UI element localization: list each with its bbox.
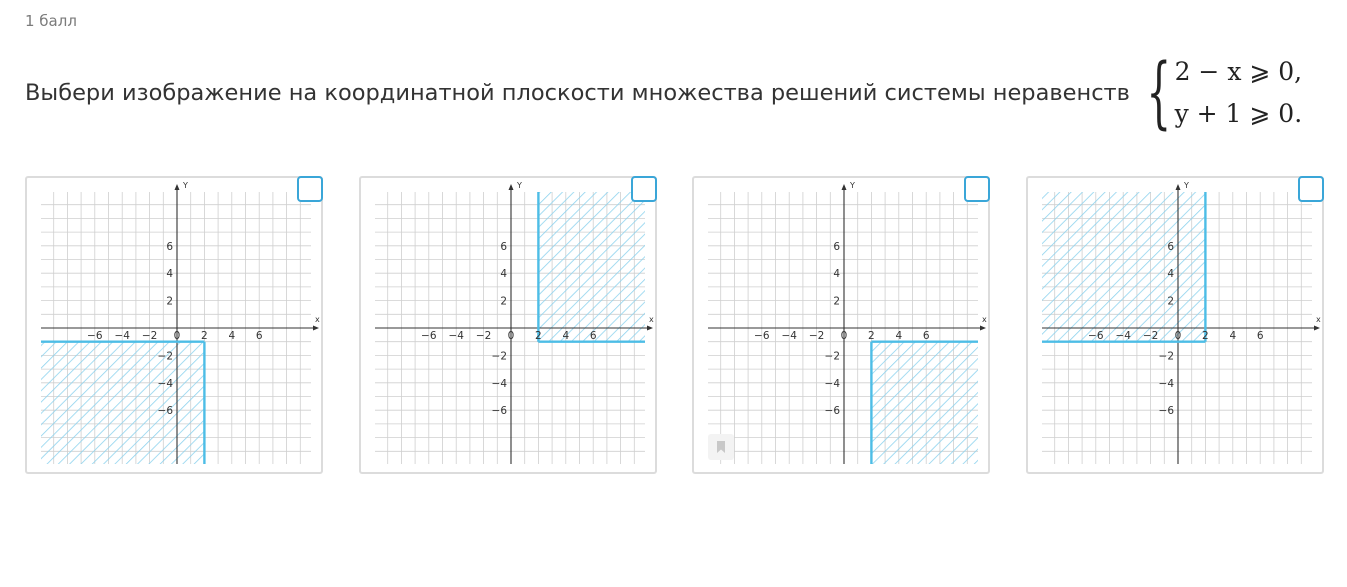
coordinate-plane — [361, 178, 655, 472]
x-tick-label: −2 — [141, 330, 158, 342]
y-axis-arrow-icon — [175, 184, 180, 190]
x-axis-label: x — [1316, 315, 1321, 324]
x-tick-label: −4 — [781, 330, 797, 342]
y-axis-arrow-icon — [842, 184, 847, 190]
x-tick-label: −2 — [808, 330, 825, 342]
y-tick-label: 4 — [500, 268, 507, 281]
x-tick-label: 2 — [868, 330, 875, 342]
y-tick-label: −4 — [824, 377, 840, 390]
solution-region — [538, 192, 645, 342]
bookmark-icon — [715, 440, 727, 454]
solution-region — [871, 342, 978, 464]
y-tick-label: 2 — [1167, 295, 1174, 308]
x-tick-label: 0 — [840, 330, 848, 342]
x-tick-label: 6 — [589, 330, 597, 342]
coordinate-plane — [694, 178, 988, 472]
checkbox-option-4[interactable] — [1298, 176, 1324, 202]
x-axis-label: x — [982, 315, 987, 324]
y-axis-label: Y — [517, 181, 522, 190]
solution-region — [1042, 192, 1205, 342]
x-tick-label: 2 — [535, 330, 542, 342]
y-tick-label: 4 — [166, 268, 173, 281]
checkbox-option-1[interactable] — [297, 176, 323, 202]
x-tick-label: 4 — [228, 330, 236, 342]
x-tick-label: −4 — [448, 330, 464, 342]
x-tick-label: 4 — [562, 330, 570, 342]
checkbox-option-2[interactable] — [631, 176, 657, 202]
y-tick-label: 6 — [500, 240, 507, 253]
y-tick-label: 6 — [166, 240, 173, 253]
y-tick-label: −2 — [824, 350, 840, 363]
answer-option-3[interactable] — [692, 176, 990, 474]
x-axis-arrow-icon — [980, 326, 986, 331]
y-tick-label: 2 — [833, 295, 840, 308]
x-tick-label: −6 — [421, 330, 437, 342]
y-tick-label: 4 — [1167, 268, 1174, 281]
x-tick-label: −4 — [1115, 330, 1131, 342]
y-tick-label: −2 — [1158, 350, 1174, 363]
answer-option-1[interactable] — [25, 176, 323, 474]
y-tick-label: 6 — [833, 240, 840, 253]
brace-icon: { — [1146, 48, 1172, 138]
x-axis-arrow-icon — [647, 326, 653, 331]
y-tick-label: −6 — [824, 405, 840, 418]
x-tick-label: −6 — [87, 330, 103, 342]
y-tick-label: 2 — [166, 295, 173, 308]
y-tick-label: −2 — [157, 350, 173, 363]
y-tick-label: 2 — [500, 295, 507, 308]
x-axis-label: x — [315, 315, 320, 324]
inequality-system — [1140, 48, 1303, 138]
question-text: Выбери изображение на координатной плоскости множества решений системы неравенств — [25, 80, 1130, 106]
points-label: 1 балл — [25, 12, 77, 30]
x-axis-arrow-icon — [1314, 326, 1320, 331]
y-axis-arrow-icon — [1176, 184, 1181, 190]
y-tick-label: 4 — [833, 268, 840, 281]
y-tick-label: −4 — [491, 377, 507, 390]
y-tick-label: −6 — [157, 405, 173, 418]
inequality-1: 2 − x ⩾ 0, — [1174, 57, 1303, 86]
y-tick-label: −4 — [1158, 377, 1174, 390]
x-tick-label: −2 — [475, 330, 492, 342]
x-tick-label: 2 — [1202, 330, 1209, 342]
x-tick-label: 6 — [255, 330, 263, 342]
coordinate-plane — [1028, 178, 1322, 472]
x-tick-label: 0 — [1174, 330, 1182, 342]
y-axis-label: Y — [1184, 181, 1189, 190]
x-tick-label: 4 — [895, 330, 903, 342]
question — [25, 48, 1303, 138]
x-tick-label: 4 — [1229, 330, 1237, 342]
coordinate-plane — [27, 178, 321, 472]
y-tick-label: −4 — [157, 377, 173, 390]
y-axis-label: Y — [183, 181, 188, 190]
inequality-2: y + 1 ⩾ 0. — [1174, 99, 1303, 128]
x-tick-label: −6 — [1088, 330, 1104, 342]
y-tick-label: −6 — [1158, 405, 1174, 418]
answer-option-4[interactable] — [1026, 176, 1324, 474]
y-axis-label: Y — [850, 181, 855, 190]
y-tick-label: −6 — [491, 405, 507, 418]
y-tick-label: 6 — [1167, 240, 1174, 253]
x-tick-label: 0 — [507, 330, 515, 342]
x-axis-label: x — [649, 315, 654, 324]
x-tick-label: 6 — [1256, 330, 1264, 342]
x-tick-label: 6 — [922, 330, 930, 342]
x-tick-label: 2 — [201, 330, 208, 342]
x-axis-arrow-icon — [313, 326, 319, 331]
y-tick-label: −2 — [491, 350, 507, 363]
y-axis-arrow-icon — [509, 184, 514, 190]
answer-option-2[interactable] — [359, 176, 657, 474]
solution-region — [41, 342, 204, 464]
x-tick-label: −6 — [754, 330, 770, 342]
x-tick-label: 0 — [173, 330, 181, 342]
x-tick-label: −2 — [1142, 330, 1159, 342]
checkbox-option-3[interactable] — [964, 176, 990, 202]
x-tick-label: −4 — [114, 330, 130, 342]
bookmark-button[interactable] — [708, 434, 734, 460]
